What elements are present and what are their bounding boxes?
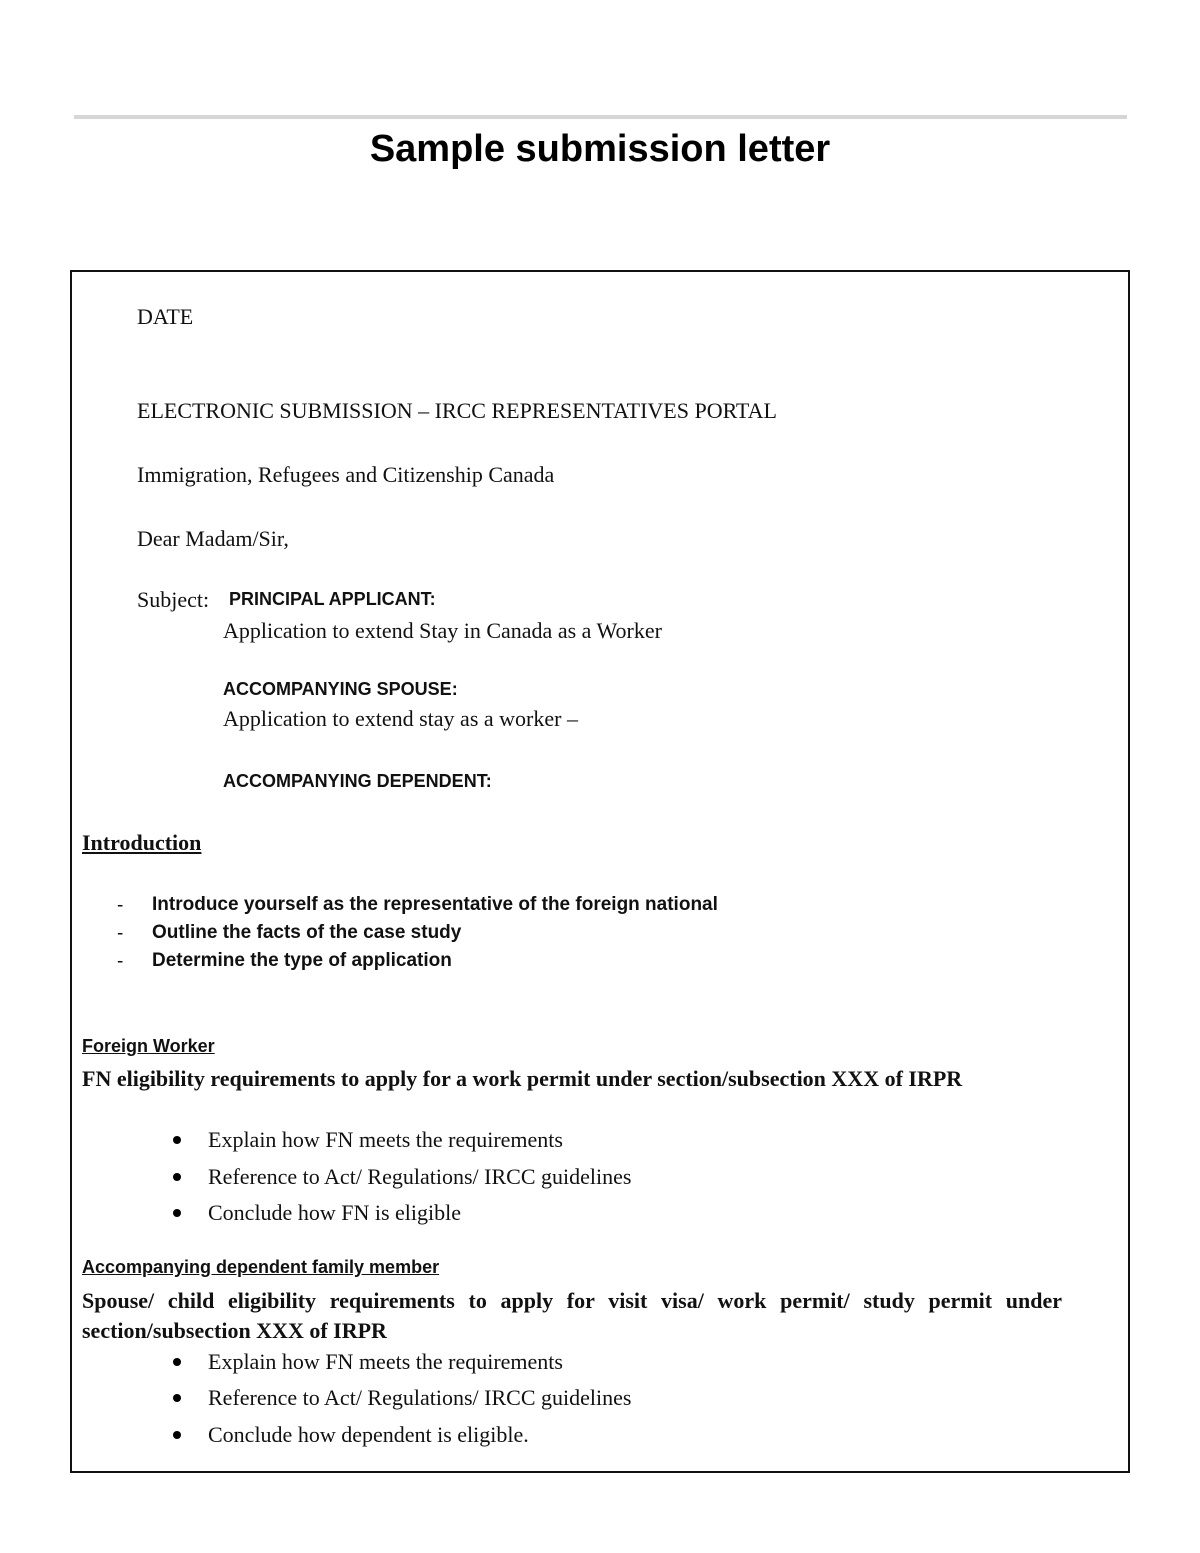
dash-marker: - [117,923,124,944]
dependent-label: ACCOMPANYING DEPENDENT: [223,771,492,791]
recipient: Immigration, Refugees and Citizenship Canada [137,462,555,487]
foreign-worker-heading: Foreign Worker [82,1036,215,1056]
top-divider [74,115,1127,119]
principal-label: PRINCIPAL APPLICANT: [229,589,436,609]
bullet-icon [173,1358,181,1366]
bullet-icon [173,1136,181,1144]
intro-item: Determine the type of application [152,950,452,971]
spouse-text: Application to extend stay as a worker – [223,706,578,731]
portal-heading: ELECTRONIC SUBMISSION – IRCC REPRESENTATIVES PORTAL [137,398,777,423]
principal-text: Application to extend Stay in Canada as a Worker [223,618,662,643]
letter-date: DATE [137,304,194,329]
bullet-icon [173,1173,181,1181]
introduction-heading: Introduction [82,830,202,855]
foreign-worker-requirement: FN eligibility requirements to apply for a work permit under section/subsection XXX of IRPR [82,1066,963,1091]
bullet-icon [173,1394,181,1402]
intro-item: Outline the facts of the case study [152,922,462,943]
df-item: Conclude how dependent is eligible. [208,1422,529,1447]
salutation: Dear Madam/Sir, [137,526,289,551]
bullet-icon [173,1209,181,1217]
dash-marker: - [117,951,124,972]
fw-item: Explain how FN meets the requirements [208,1127,563,1152]
df-item: Explain how FN meets the requirements [208,1349,563,1374]
fw-item: Reference to Act/ Regulations/ IRCC guidelines [208,1164,632,1189]
page-title: Sample submission letter [369,128,831,170]
spouse-label: ACCOMPANYING SPOUSE: [223,679,458,699]
fw-item: Conclude how FN is eligible [208,1200,461,1225]
bullet-icon [173,1431,181,1439]
dash-marker: - [117,895,124,916]
dependent-family-heading: Accompanying dependent family member [82,1257,440,1277]
subject-label: Subject: [137,587,210,612]
intro-item: Introduce yourself as the representative of the foreign national [152,894,718,915]
dependent-family-requirement: Spouse/ child eligibility requirements to apply for visit visa/ work permit/ study permit under section/subsection XXX of IRPR [82,1288,1062,1343]
df-item: Reference to Act/ Regulations/ IRCC guidelines [208,1385,632,1410]
